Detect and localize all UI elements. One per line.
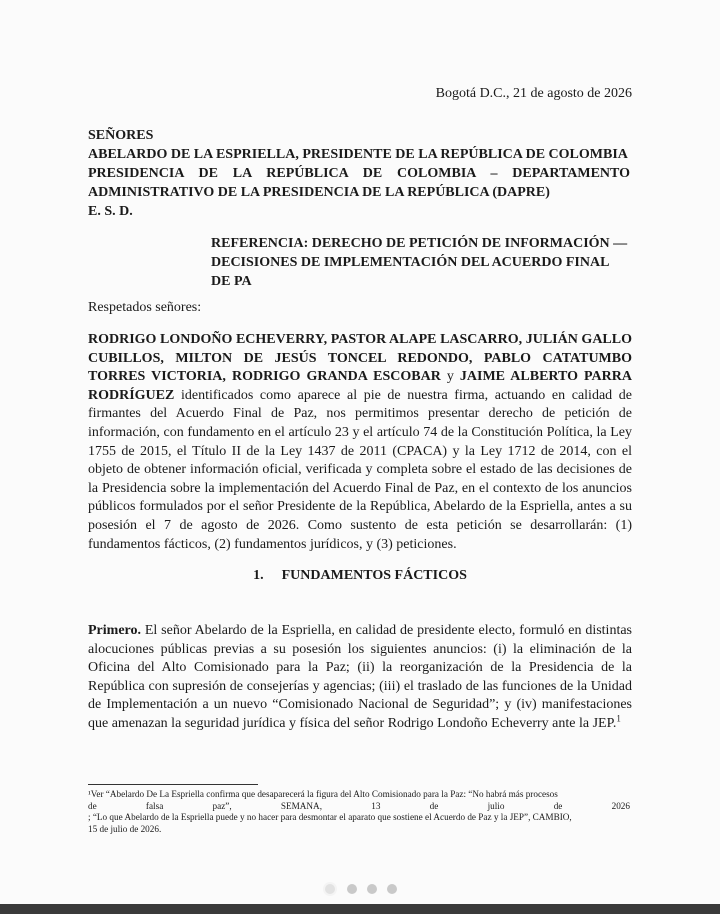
intro-body: identificados como aparece al pie de nuestra firma, actuando en calidad de firmantes del Acuerdo Final de Paz, nos permitimos presentar derecho de petición de información, con fundamento en el artículo 23 y el artículo 74 de la Constitución Política, la Ley 1755 de 2015, el Título II de la Ley 1437 de 2011 (CPACA) y la Ley 1712 de 2014, con el objeto de obtener información oficial, verificada y completa sobre el estado de las decisiones de la Presidencia sobre la implementación del Acuerdo Final de Paz, en el contexto de los anuncios públicos formulados por el señor Presidente de la República, Abelardo de la Espriella, antes a su posesión el 7 de agosto de 2026. Como sustento de esta petición se desarrollarán: (1) fundamentos fácticos, (2) fundamentos jurídicos, y (3) peticiones.	[88, 387, 632, 552]
addressee-line-4: ADMINISTRATIVO DE LA PRESIDENCIA DE LA REPÚBLICA (DAPRE)	[88, 185, 550, 200]
footnote-line-4: 15 de julio de 2026.	[88, 823, 162, 834]
addressee-line-1: SEÑORES	[88, 128, 154, 143]
petitioner-connector: y	[440, 369, 460, 385]
section-number: 1.	[253, 568, 264, 583]
footnote-reference[interactable]: 1	[616, 713, 621, 724]
reference-line: REFERENCIA: DERECHO DE PETICIÓN DE INFORMACIÓN — DECISIONES DE IMPLEMENTACIÓN DEL ACUERDO FINAL DE PA	[211, 236, 628, 289]
addressee-line-3: PRESIDENCIA DE LA REPÚBLICA DE COLOMBIA – DEPARTAMENTO	[88, 166, 630, 181]
page-dot-4[interactable]	[387, 884, 397, 894]
last-petitioner-name: JAIME ALBERTO PARRA RODRÍGUEZ	[88, 369, 632, 403]
dateline: Bogotá D.C., 21 de agosto de 2026	[435, 86, 632, 101]
addressee-line-5: E. S. D.	[88, 204, 133, 219]
section-title: FUNDAMENTOS FÁCTICOS	[281, 568, 467, 583]
intro-paragraph	[88, 331, 632, 554]
greeting: Respetados señores:	[88, 300, 202, 315]
page-dot-3[interactable]	[367, 884, 377, 894]
petitioner-names: RODRIGO LONDOÑO ECHEVERRY, PASTOR ALAPE LASCARRO, JULIÁN GALLO CUBILLOS, MILTON DE JESÚS TONCEL REDONDO, PABLO CATATUMBO TORRES VICTORIA, RODRIGO GRANDA ESCOBAR	[88, 332, 632, 385]
primero-body: El señor Abelardo de la Espriella, en calidad de presidente electo, formuló en distintas alocuciones públicas previas a su posesión los siguientes anuncios: (i) la eliminación de la Oficina del Alto Comisionado para la Paz; (ii) la reorganización de la Presidencia de la República con supresión de consejerías y agencias; (iii) el traslado de las funciones de la Unidad de Implementación a un nuevo “Comisionado Nacional de Seguridad”; y (iv) manifestaciones que amenazan la seguridad jurídica y física del señor Rodrigo Londoño Echeverry ante la JEP.	[88, 623, 632, 731]
footnote-divider	[88, 784, 258, 785]
primero-label: Primero.	[88, 623, 141, 638]
section-heading	[88, 568, 632, 584]
footnote-block	[88, 789, 630, 835]
addressee-block	[88, 126, 630, 221]
footnote-line-1: ¹Ver “Abelardo De La Espriella confirma que desaparecerá la figura del Alto Comisionado para la Paz: “No habrá más procesos	[88, 789, 558, 799]
page-dot-1[interactable]	[323, 882, 337, 896]
footnote-line-3: ; “Lo que Abelardo de la Espriella puede y no hacer para desmontar el aparato que sostiene el Acuerdo de Paz y la JEP”, CAMBIO,	[88, 812, 572, 823]
addressee-line-2: ABELARDO DE LA ESPRIELLA, PRESIDENTE DE LA REPÚBLICA DE COLOMBIA	[88, 147, 628, 162]
footnote-line-2: de falsa paz”, SEMANA, 13 de julio de 2026	[88, 800, 630, 811]
page-dot-2[interactable]	[347, 884, 357, 894]
page-indicator	[0, 880, 720, 898]
primero-paragraph	[88, 622, 632, 734]
